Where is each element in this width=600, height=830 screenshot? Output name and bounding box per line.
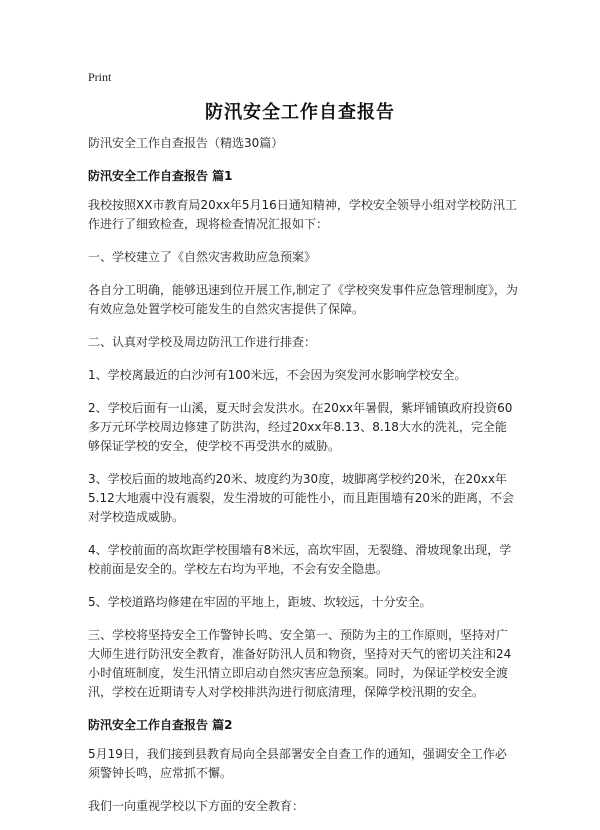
- section-heading-2: 防汛安全工作自查报告 篇2: [88, 718, 233, 732]
- paragraph: 一、学校建立了《自然灾害救助应急预案》: [88, 250, 317, 264]
- print-label[interactable]: Print: [88, 70, 112, 84]
- document-body: [88, 134, 518, 830]
- paragraph: 1、学校离最近的白沙河有100米远，不会因为突发河水影响学校安全。: [88, 368, 467, 382]
- paragraph: 我们一向重视学校以下方面的安全教育：: [88, 799, 305, 813]
- paragraph: 我校按照XX市教育局20xx年5月16日通知精神，学校安全领导小组对学校防汛工作进行了细致检查，现将检查情况汇报如下：: [88, 198, 517, 231]
- document-title: 防汛安全工作自查报告: [205, 102, 395, 123]
- paragraph: 各自分工明确，能够迅速到位开展工作,制定了《学校突发事件应急管理制度》，为有效应急处置学校可能发生的自然灾害提供了保障。: [88, 283, 518, 316]
- paragraph: 2、学校后面有一山溪，夏天时会发洪水。在20xx年暑假，紫坪铺镇政府投资60多万元环学校周边修建了防洪沟，经过20xx年8.13、8.18大水的洗礼，完全能够保证学校的安全，使学校不再受洪水的威胁。: [88, 401, 513, 453]
- paragraph: 二、认真对学校及周边防汛工作进行排查：: [88, 335, 317, 349]
- paragraph: 三、学校将坚持安全工作警钟长鸣、安全第一、预防为主的工作原则，坚持对广大师生进行防汛安全教育，准备好防汛人员和物资，坚持对天气的密切关注和24小时值班制度，发生汛情立即启动自然灾害应急预案。同时，为保证学校安全渡汛，学校在近期请专人对学校排洪沟进行彻底清理，保障学校汛期的安全。: [88, 628, 512, 699]
- paragraph: 5、学校道路均修建在牢固的平地上，距坡、坎较远，十分安全。: [88, 595, 432, 609]
- paragraph: 5月19日，我们接到县教育局向全县部署安全自查工作的通知，强调安全工作必须警钟长鸣，应常抓不懈。: [88, 747, 507, 780]
- section-heading-1: 防汛安全工作自查报告 篇1: [88, 169, 233, 183]
- paragraph: 4、学校前面的高坎距学校围墙有8米远，高坎牢固，无裂缝、滑坡现象出现，学校前面是安全的。学校左右均为平地，不会有安全隐患。: [88, 543, 512, 576]
- document-subtitle: 防汛安全工作自查报告（精选30篇）: [88, 136, 284, 150]
- paragraph: 3、学校后面的坡地高约20米、坡度约为30度，坡脚离学校约20米，在20xx年5.12大地震中没有震裂，发生滑坡的可能性小，而且距围墙有20米的距离，不会对学校造成威胁。: [88, 472, 514, 524]
